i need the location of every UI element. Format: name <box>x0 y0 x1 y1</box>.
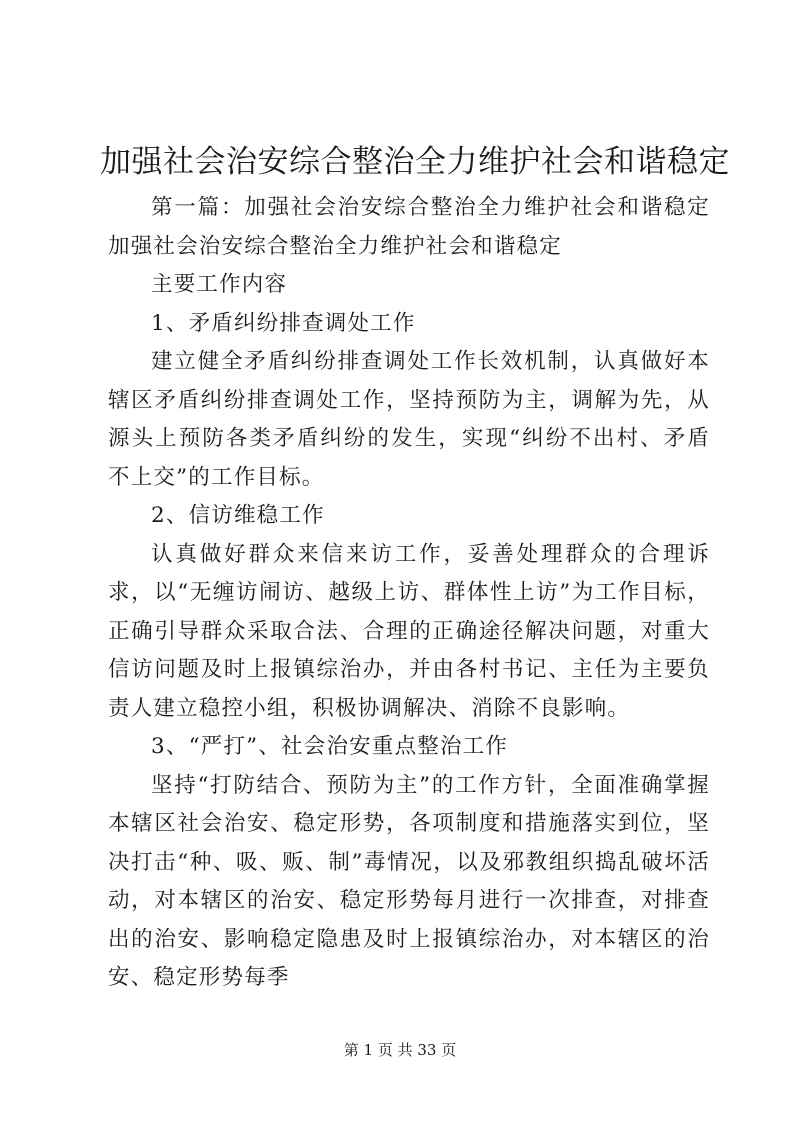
document-title: 加强社会治安综合整治全力维护社会和谐稳定 <box>100 144 730 180</box>
section-heading-1: 1、矛盾纠纷排查调处工作 <box>151 310 416 336</box>
section-heading-2: 2、信访维稳工作 <box>151 503 325 528</box>
page-number-footer: 第 1 页 共 33 页 <box>343 1041 457 1059</box>
section-2-paragraph: 认真做好群众来信来访工作，妥善处理群众的合理诉求，以“无缠访闹访、越级上访、群体性上访”为工作目标，正确引导群众采取合法、合理的正确途径解决问题，对重大信访问题及时上报镇综治办，并由各村书记、主任为主要负责人建立稳控小组，积极协调解决、消除不良影响。 <box>108 541 710 721</box>
section-3-paragraph: 坚持“打防结合、预防为主”的工作方针，全面准确掌握本辖区社会治安、稳定形势，各项制度和措施落实到位，坚决打击“种、吸、贩、制”毒情况，以及邪教组织捣乱破坏活动，对本辖区的治安、稳定形势每月进行一次排查，对排查出的治安、影响稳定隐患及时上报镇综治办，对本辖区的治安、稳定形势每季 <box>108 772 710 990</box>
section-heading-main-content: 主要工作内容 <box>151 272 288 297</box>
section-heading-3: 3、“严打”、社会治安重点整治工作 <box>151 734 509 759</box>
document-body <box>108 189 710 998</box>
section-1-paragraph: 建立健全矛盾纠纷排查调处工作长效机制，认真做好本辖区矛盾纠纷排查调处工作，坚持预防为主，调解为先，从源头上预防各类矛盾纠纷的发生，实现“纠纷不出村、矛盾不上交”的工作目标。 <box>108 349 710 490</box>
intro-paragraph: 第一篇：加强社会治安综合整治全力维护社会和谐稳定加强社会治安综合整治全力维护社会和谐稳定 <box>108 195 710 259</box>
